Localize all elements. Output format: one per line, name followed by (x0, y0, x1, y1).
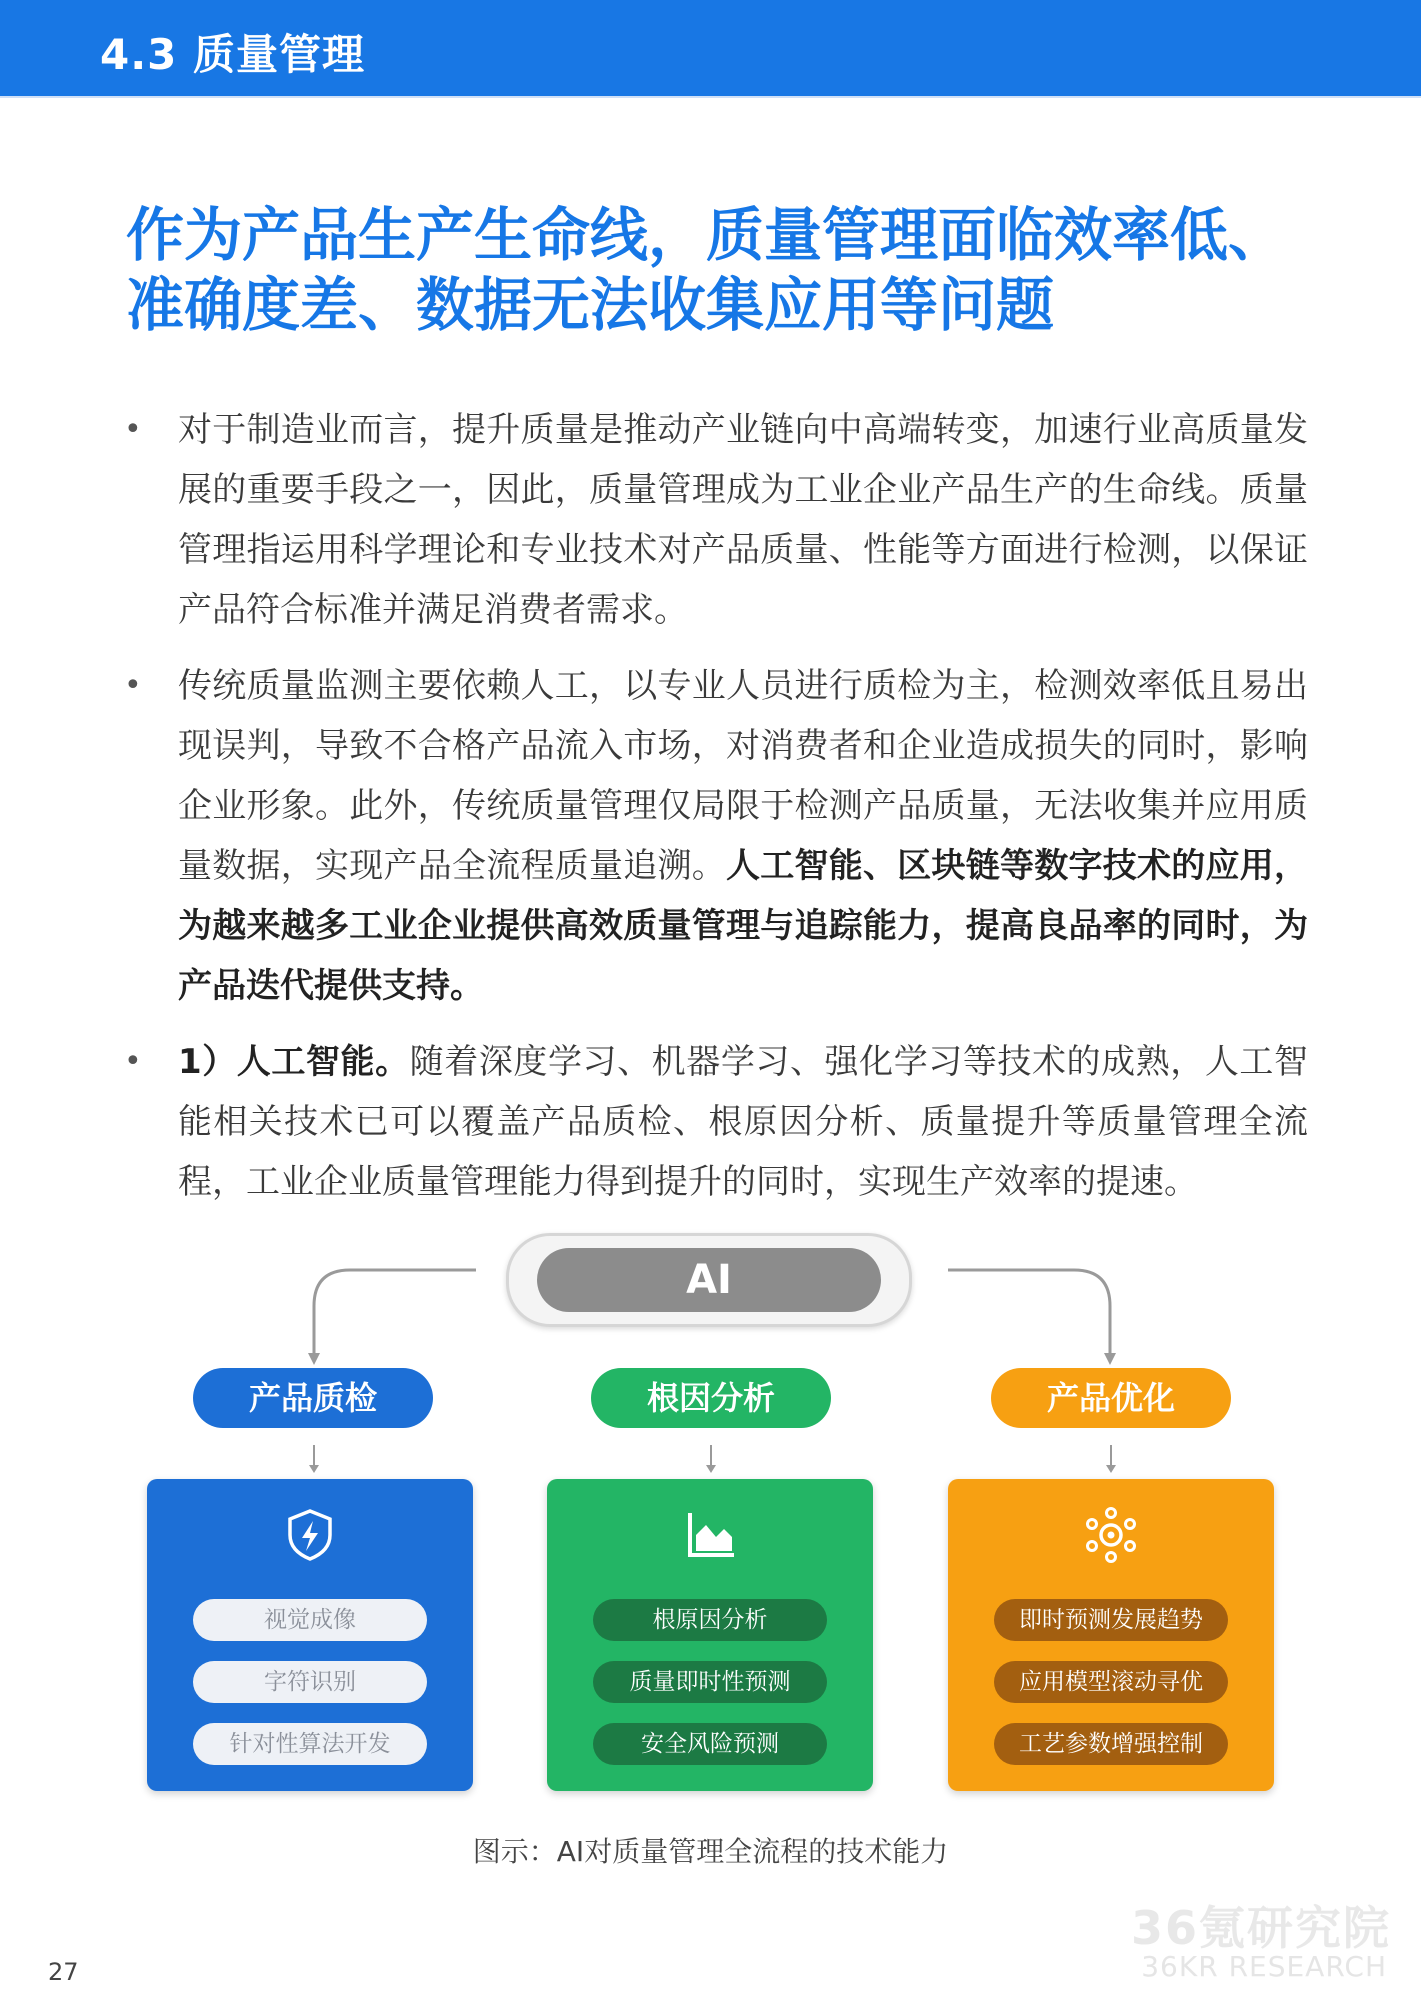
bullet-list (118, 400, 1308, 1228)
page-headline (126, 200, 1306, 340)
chip-safety-risk: 安全风险预测 (593, 1723, 827, 1765)
pill-product-optimization: 产品优化 (991, 1368, 1231, 1428)
ai-label: AI (537, 1248, 881, 1312)
bullet-dot-icon: • (124, 668, 142, 703)
ai-badge (506, 1233, 912, 1327)
bullet-item (118, 400, 1308, 640)
chip-trend-prediction: 即时预测发展趋势 (994, 1599, 1228, 1641)
pill-root-cause: 根因分析 (591, 1368, 831, 1428)
connector-right-arrow (1104, 1353, 1116, 1365)
chip-model-optimization: 应用模型滚动寻优 (994, 1661, 1228, 1703)
bullet-1-text: 对于制造业而言，提升质量是推动产业链向中高端转变，加速行业高质量发展的重要手段之一，因此，质量管理成为工业企业产品生产的生命线。质量管理指运用科学理论和专业技术对产品质量、性能等方面进行检测，以保证产品符合标准并满足消费者需求。 (178, 410, 1308, 630)
card-product-optimization (948, 1479, 1274, 1791)
bullet-text (178, 656, 1308, 1016)
section-title: 4.3 质量管理 (100, 30, 366, 79)
card-root-cause (547, 1479, 873, 1791)
chip-visual-imaging: 视觉成像 (193, 1599, 427, 1641)
arrow-down-icon (304, 1445, 324, 1475)
chip-root-cause-analysis: 根原因分析 (593, 1599, 827, 1641)
chip-algorithm-development: 针对性算法开发 (193, 1723, 427, 1765)
header-bar (0, 0, 1421, 98)
bullet-3-text: 随着深度学习、机器学习、强化学习等技术的成熟，人工智能相关技术已可以覆盖产品质检、根原因分析、质量提升等质量管理全流程，工业企业质量管理能力得到提升的同时，实现生产效率的提速。 (178, 1042, 1308, 1202)
shield-bolt-icon (280, 1505, 340, 1565)
card-quality-inspection (147, 1479, 473, 1791)
network-gear-icon (1081, 1505, 1141, 1565)
bullet-dot-icon: • (124, 1044, 142, 1079)
chip-quality-prediction: 质量即时性预测 (593, 1661, 827, 1703)
pill-quality-inspection: 产品质检 (193, 1368, 433, 1428)
figure-caption: 图示：AI对质量管理全流程的技术能力 (472, 1835, 949, 1868)
arrow-down-icon (701, 1445, 721, 1475)
brand-watermark-en: 36KR RESEARCH (1141, 1950, 1387, 1983)
bullet-text (178, 1032, 1308, 1212)
connector-left-arrow (308, 1353, 320, 1365)
connector-right (948, 1270, 1110, 1357)
ai-quality-diagram (0, 1225, 1421, 1805)
arrow-down-icon (1101, 1445, 1121, 1475)
headline-line-1: 作为产品生产生命线，质量管理面临效率低、 (126, 201, 1287, 269)
headline-line-2: 准确度差、数据无法收集应用等问题 (126, 271, 1055, 339)
page-number: 27 (48, 1958, 79, 1986)
bullet-2-bold: 人工智能、区块链等数字技术的应用，为越来越多工业企业提供高效质量管理与追踪能力，提高良品率的同时，为产品迭代提供支持。 (178, 846, 1308, 1006)
bullet-item (118, 1032, 1308, 1212)
bullet-3-lead: 1）人工智能。 (178, 1042, 410, 1082)
chip-character-recognition: 字符识别 (193, 1661, 427, 1703)
chip-process-control: 工艺参数增强控制 (994, 1723, 1228, 1765)
bullet-2-text: 传统质量监测主要依赖人工，以专业人员进行质检为主，检测效率低且易出现误判，导致不合格产品流入市场，对消费者和企业造成损失的同时，影响企业形象。此外，传统质量管理仅局限于检测产品质量，无法收集并应用质量数据，实现产品全流程质量追溯。 (178, 666, 1308, 886)
bullet-item (118, 656, 1308, 1016)
area-chart-icon (680, 1505, 740, 1565)
bullet-dot-icon: • (124, 412, 142, 447)
bullet-text (178, 400, 1308, 640)
brand-watermark-cn: 36氪研究院 (1130, 1901, 1391, 1955)
connector-left (314, 1270, 476, 1357)
